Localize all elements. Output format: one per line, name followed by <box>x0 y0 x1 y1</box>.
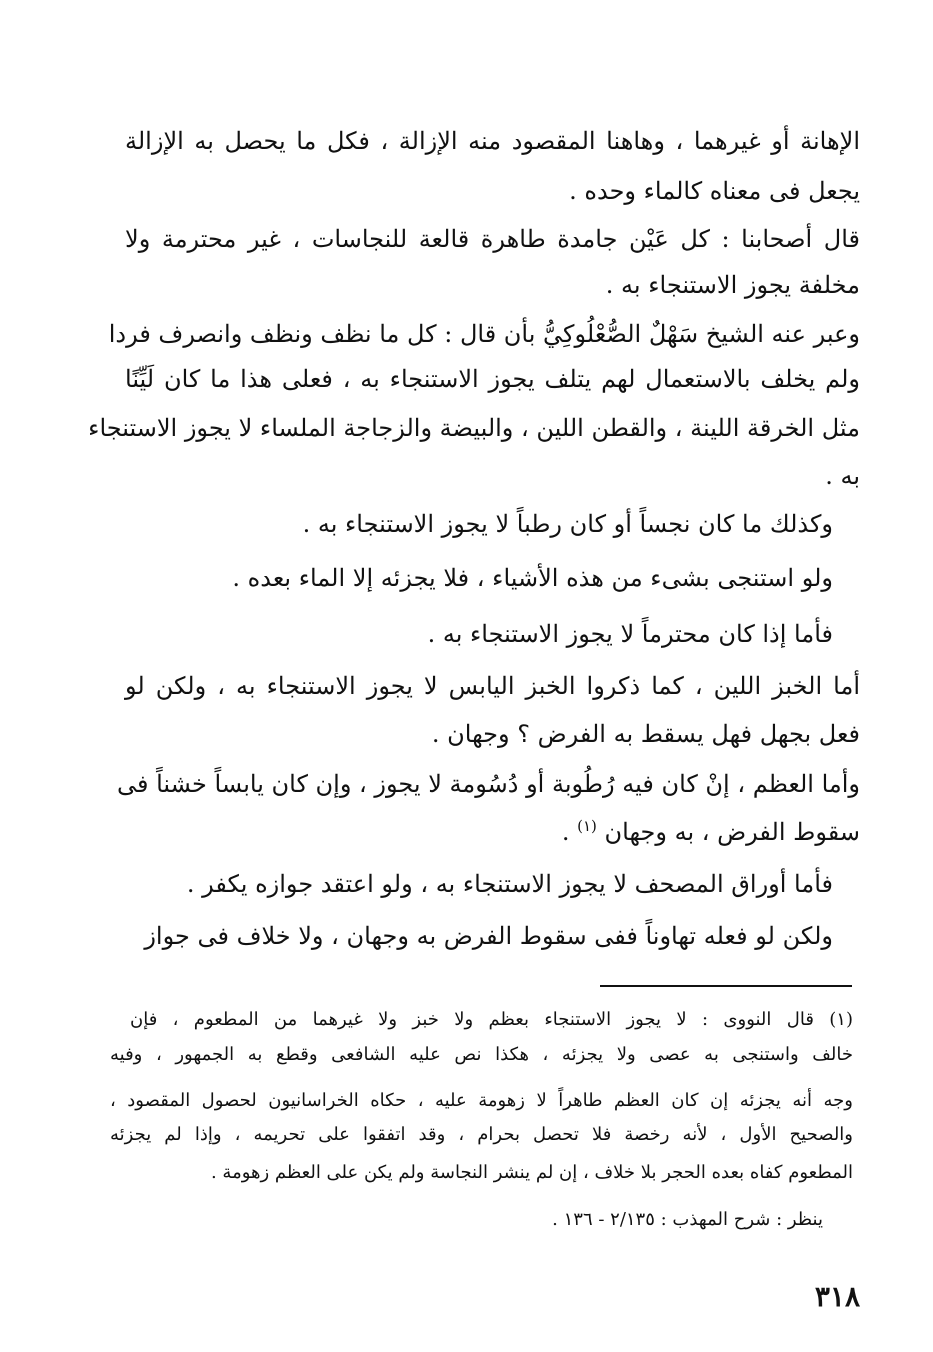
footnote-line-5: المطعوم كفاه بعده الحجر بلا خلاف ، إن لم ينشر النجاسة ولم يكن على العظم زهومة . <box>210 1162 853 1183</box>
body-line-12: أما الخبز اللين ، كما ذكروا الخبز اليابس لا يجوز الاستنجاء به ، ولكن لو <box>125 672 860 700</box>
footnote-line-3: وجه أنه يجزئه إن كان العظم طاهراً لا زهومة عليه ، حكاه الخراسانيون لحصول المقصود ، <box>110 1090 853 1111</box>
body-line-8: به . <box>825 462 860 490</box>
footnote-line-4: والصحيح الأول ، لأنه رخصة فلا تحصل بحرام ، وقد اتفقوا على تحريمه ، وإذا لم يجزئه <box>110 1124 853 1145</box>
body-line-2: يجعل فى معناه كالماء وحده . <box>569 177 860 205</box>
body-line-15-text: سقوط الفرض ، به وجهان <box>604 818 860 846</box>
body-line-13: فعل بجهل فهل يسقط به الفرض ؟ وجهان . <box>431 720 860 748</box>
body-line-3: قال أصحابنا : كل عَيْن جامدة طاهرة قالعة للنجاسات ، غير محترمة ولا <box>125 225 860 253</box>
body-line-4: مخلفة يجوز الاستنجاء به . <box>605 271 860 299</box>
footnote-separator <box>600 985 852 987</box>
body-line-10: ولو استنجى بشىء من هذه الأشياء ، فلا يجزئه إلا الماء بعده . <box>232 564 833 592</box>
footnote-line-6: ينظر : شرح المهذب : ٢/١٣٥ - ١٣٦ . <box>552 1209 823 1230</box>
body-line-17: ولكن لو فعله تهاوناً ففى سقوط الفرض به وجهان ، ولا خلاف فى جواز <box>144 922 833 950</box>
body-line-14: وأما العظم ، إنْ كان فيه رُطُوبة أو دُسُومة لا يجوز ، وإن كان يابساً خشناً فى <box>116 770 860 798</box>
body-line-9: وكذلك ما كان نجساً أو كان رطباً لا يجوز الاستنجاء به . <box>302 510 833 538</box>
body-line-16: فأما أوراق المصحف لا يجوز الاستنجاء به ، ولو اعتقد جوازه يكفر . <box>186 870 833 898</box>
body-line-7: مثل الخرقة اللينة ، والقطن اللين ، والبيضة والزجاجة الملساء لا يجوز الاستنجاء <box>88 414 860 442</box>
body-line-15-end: . <box>561 818 570 846</box>
body-line-1: الإهانة أو غيرهما ، وهاهنا المقصود منه الإزالة ، فكل ما يحصل به الإزالة <box>125 127 860 155</box>
footnote-line-1: (١) قال النووى : لا يجوز الاستنجاء بعظم ولا خبز ولا غيرهما من المطعوم ، فإن <box>130 1009 853 1030</box>
body-line-5: وعبر عنه الشيخ سَهْلٌ الصُّعْلُوكِيُّ بأن قال : كل ما نظف ونظف وانصرف فردا <box>108 320 860 348</box>
footnote-reference[interactable]: (١) <box>577 817 597 835</box>
page-number: ٣١٨ <box>814 1280 860 1313</box>
body-line-15 <box>562 814 860 850</box>
footnote-line-2: خالف واستنجى به عصى ولا يجزئه ، هكذا نص عليه الشافعى وقطع به الجمهور ، وفيه <box>110 1044 853 1065</box>
body-line-6: ولم يخلف بالاستعمال لهم يتلف يجوز الاستنجاء به ، فعلى هذا ما كان لَيِّنًا <box>125 365 860 393</box>
body-line-11: فأما إذا كان محترماً لا يجوز الاستنجاء به . <box>427 620 833 648</box>
